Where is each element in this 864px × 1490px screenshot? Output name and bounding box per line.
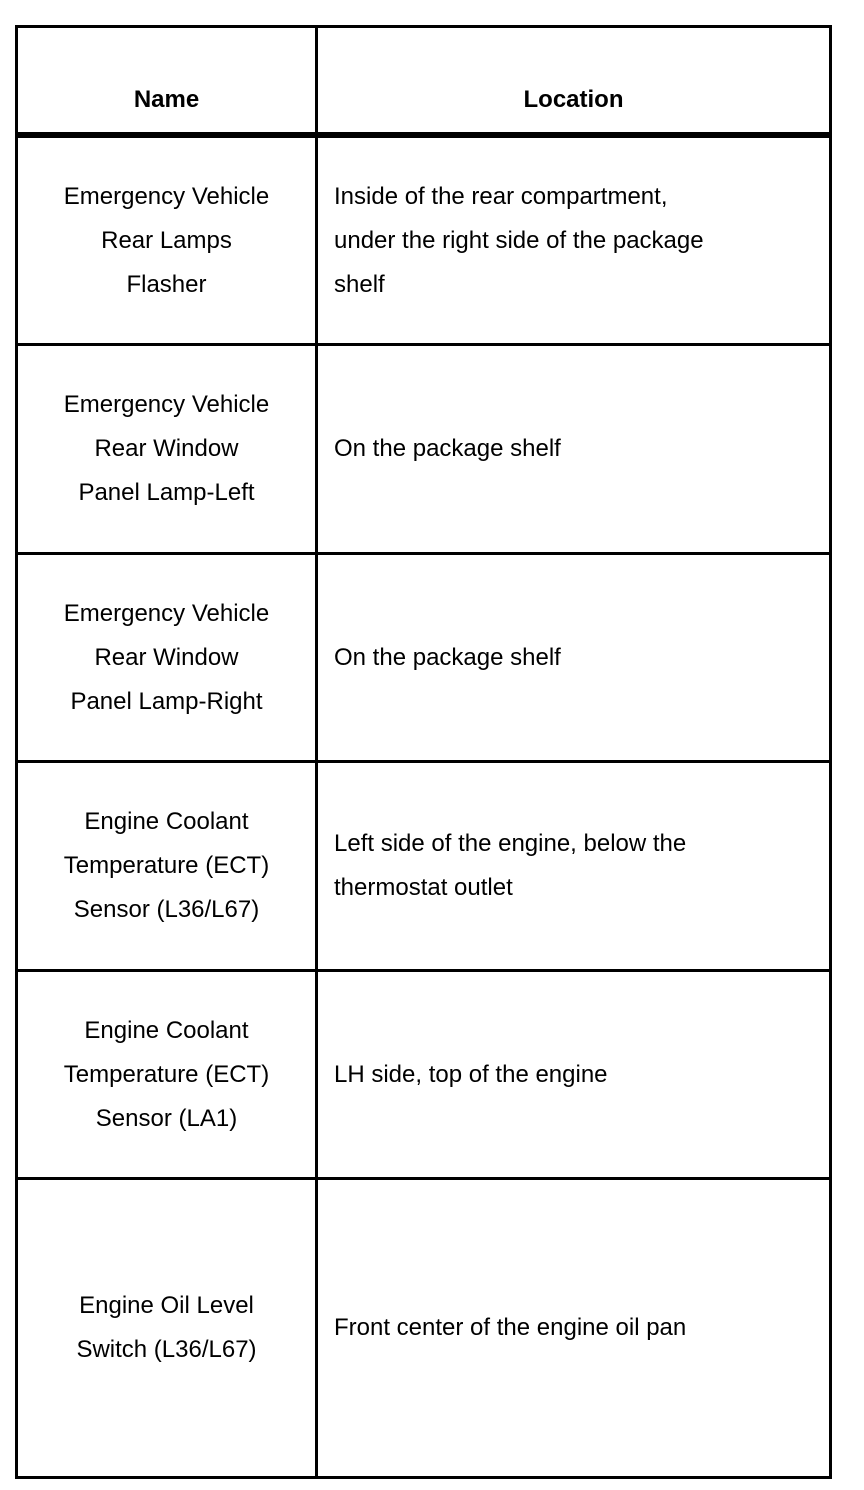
- column-header-name: [18, 28, 318, 132]
- column-header-location: [318, 28, 829, 132]
- table-header-row: [18, 28, 829, 138]
- component-name: Engine Coolant Temperature (ECT) Sensor (LA1): [63, 1016, 270, 1132]
- location-cell: [318, 763, 829, 969]
- component-location: LH side, top of the engine: [334, 1060, 608, 1088]
- name-cell: [18, 138, 318, 343]
- component-name: Emergency Vehicle Rear Lamps Flasher: [63, 182, 270, 298]
- column-header-location-label: Location: [523, 86, 624, 113]
- table-row: [18, 346, 829, 555]
- component-location-table: [15, 25, 832, 1479]
- component-location: Front center of the engine oil pan: [334, 1314, 687, 1341]
- location-cell: [318, 1180, 829, 1476]
- location-cell: [318, 555, 829, 760]
- component-name: Engine Oil Level Switch (L36/L67): [76, 1292, 257, 1363]
- component-name: Emergency Vehicle Rear Window Panel Lamp-Left: [63, 391, 270, 506]
- name-cell: [18, 763, 318, 969]
- location-cell: [318, 346, 829, 552]
- component-location: Left side of the engine, below the thermostat outlet: [334, 830, 687, 901]
- column-header-name-label: Name: [133, 86, 200, 113]
- component-location: Inside of the rear compartment, under the right side of the package shelf: [334, 182, 704, 298]
- component-name: Emergency Vehicle Rear Window Panel Lamp-Right: [63, 599, 270, 715]
- table-row: [18, 763, 829, 972]
- component-name: Engine Coolant Temperature (ECT) Sensor (L36/L67): [63, 808, 270, 923]
- component-location: On the package shelf: [334, 435, 561, 462]
- name-cell: [18, 555, 318, 760]
- name-cell: [18, 1180, 318, 1476]
- table-row: [18, 1180, 829, 1479]
- location-cell: [318, 972, 829, 1177]
- table-row: [18, 555, 829, 763]
- name-cell: [18, 346, 318, 552]
- name-cell: [18, 972, 318, 1177]
- table-row: [18, 138, 829, 346]
- table-row: [18, 972, 829, 1180]
- component-location: On the package shelf: [334, 643, 561, 671]
- location-cell: [318, 138, 829, 343]
